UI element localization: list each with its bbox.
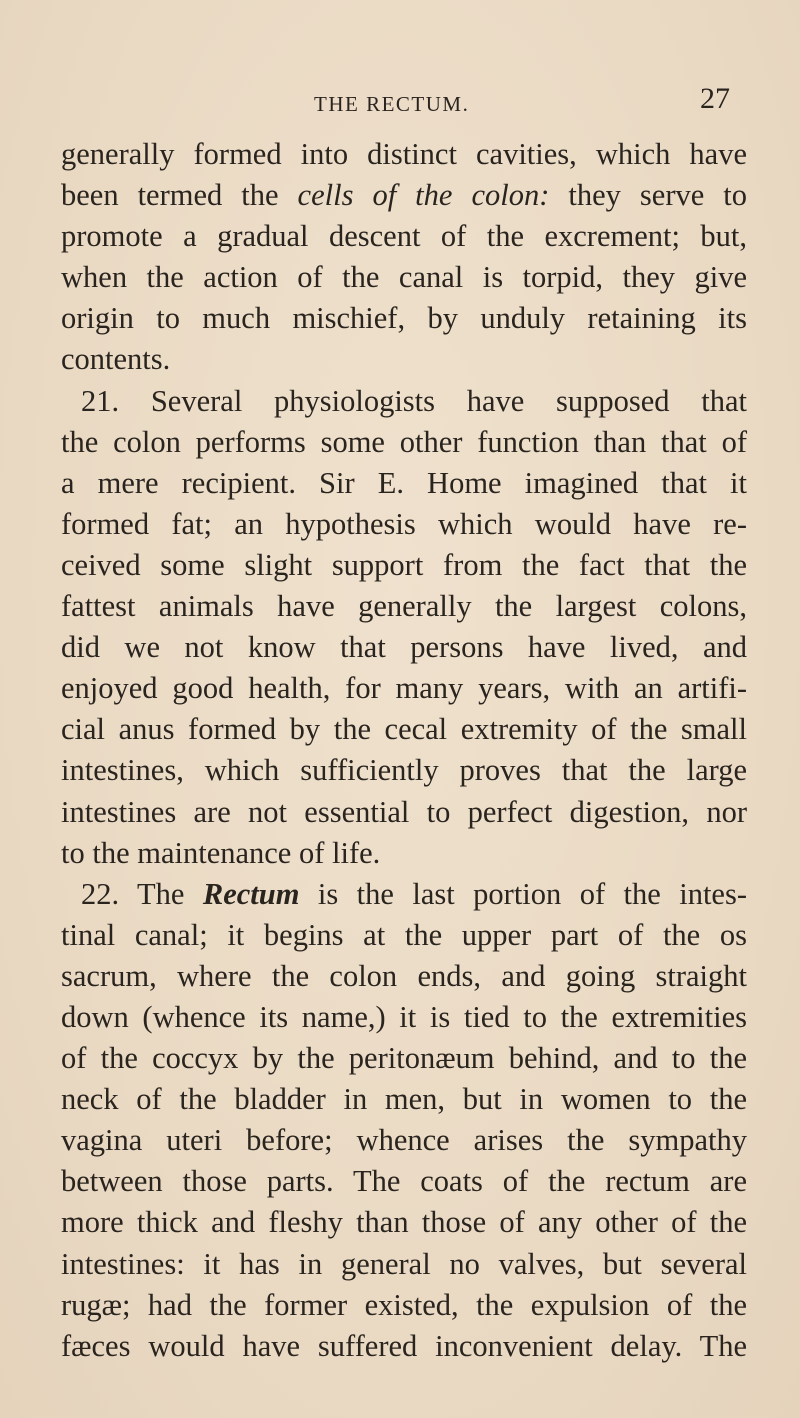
text-segment: fæces would have suffered inconvenient delay. The (61, 1328, 747, 1363)
text-line (61, 298, 747, 339)
text-line (61, 792, 747, 833)
bold-term (203, 877, 300, 911)
text-segment: when the action of the canal is torpid, they give (61, 260, 747, 295)
text-line (61, 874, 747, 915)
italic-phrase: cells of the colon: (297, 178, 550, 213)
text-line (61, 463, 747, 504)
text-line (61, 545, 747, 586)
running-head (0, 82, 800, 120)
text-segment: is the last portion of the intes- (299, 876, 747, 911)
text-line (61, 709, 747, 750)
text-line (61, 1244, 747, 1285)
text-segment: enjoyed good health, for many years, with an artifi- (61, 671, 747, 706)
text-segment: ceived some slight support from the fact that the (61, 547, 747, 582)
text-segment: the colon performs some other function than that of (61, 424, 747, 459)
text-segment: 22. The (81, 876, 203, 911)
text-segment: more thick and fleshy than those of any other of the (61, 1205, 747, 1240)
text-line (61, 997, 747, 1038)
text-segment: intestines: it has in general no valves, but several (61, 1246, 747, 1281)
text-segment: formed fat; an hypothesis which would have re- (61, 506, 747, 541)
text-segment: did we not know that persons have lived, and (61, 630, 747, 665)
text-line (61, 750, 747, 791)
page-number: 27 (700, 82, 730, 115)
running-title: THE RECTUM. (314, 92, 470, 116)
text-line (61, 422, 747, 463)
text-line (61, 1285, 747, 1326)
text-line (61, 339, 747, 380)
text-line (61, 668, 747, 709)
text-line (61, 1038, 747, 1079)
text-segment: neck of the bladder in men, but in women to the (61, 1082, 747, 1117)
text-line (61, 1161, 747, 1202)
text-segment: vagina uteri before; whence arises the sympathy (61, 1123, 747, 1158)
text-line (61, 627, 747, 668)
text-line (61, 833, 747, 874)
text-line (61, 175, 747, 216)
body-text (61, 134, 747, 1367)
text-line (61, 381, 747, 422)
text-line (61, 956, 747, 997)
text-line (61, 1326, 747, 1367)
text-segment: to the maintenance of life. (61, 835, 381, 870)
text-line (61, 134, 747, 175)
text-line (61, 1120, 747, 1161)
text-line (61, 586, 747, 627)
text-segment: origin to much mischief, by unduly retaining its (61, 301, 747, 336)
text-segment: 21. Several physiologists have supposed that (81, 383, 747, 418)
text-segment: been termed the (61, 178, 298, 213)
text-segment: of the coccyx by the peritonæum behind, and to the (61, 1041, 747, 1076)
bold-italic-term: Rectum (202, 876, 300, 911)
text-segment: contents. (61, 342, 171, 377)
text-segment: tinal canal; it begins at the upper part of the os (61, 917, 747, 952)
text-segment: sacrum, where the colon ends, and going straight (61, 958, 747, 993)
text-segment: rugæ; had the former existed, the expulsion of the (61, 1287, 747, 1322)
text-segment: promote a gradual descent of the excrement; but, (61, 219, 747, 254)
text-line (61, 1202, 747, 1243)
text-segment: intestines are not essential to perfect digestion, nor (61, 794, 747, 829)
text-segment: between those parts. The coats of the rectum are (61, 1164, 747, 1199)
text-line (61, 216, 747, 257)
text-segment: fattest animals have generally the largest colons, (61, 589, 747, 624)
text-line (61, 504, 747, 545)
text-segment: generally formed into distinct cavities, which have (61, 137, 747, 171)
text-line (61, 915, 747, 956)
text-line (61, 257, 747, 298)
text-segment: cial anus formed by the cecal extremity of the small (61, 712, 747, 747)
text-line (61, 1079, 747, 1120)
text-segment: intestines, which sufficiently proves that the large (61, 753, 747, 788)
text-segment: they serve to (549, 178, 747, 213)
text-segment: down (whence its name,) it is tied to the extremities (61, 999, 747, 1034)
text-segment: a mere recipient. Sir E. Home imagined that it (61, 465, 747, 500)
